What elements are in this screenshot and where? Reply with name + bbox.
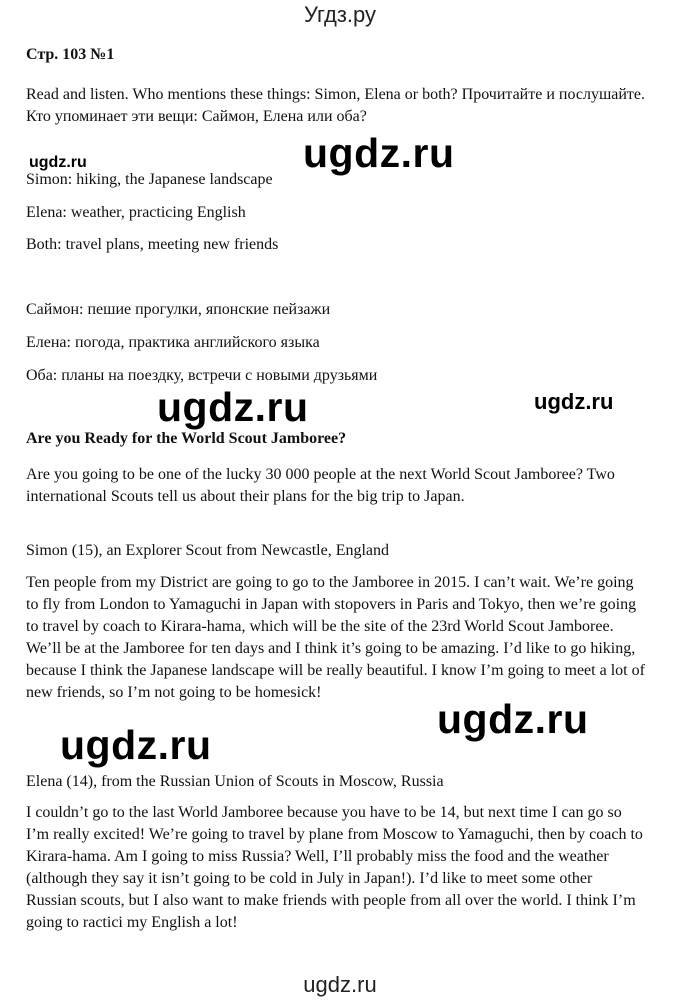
site-header: Угдз.ру	[303, 2, 377, 27]
watermark-small-2: ugdz.ru	[534, 389, 614, 414]
simon-label: Simon (15), an Explorer Scout from Newcastle, England	[26, 542, 390, 559]
article-intro: Are you going to be one of the lucky 30 000 people at the next World Scout Jamboree? Two international Scouts tell us about their plans for the big trip to Japan.	[26, 466, 615, 505]
answer-both-ru: Оба: планы на поездку, встречи с новыми друзьями	[26, 367, 378, 384]
elena-label: Elena (14), from the Russian Union of Scouts in Moscow, Russia	[26, 773, 444, 790]
watermark-big-3: ugdz.ru	[437, 696, 589, 742]
watermark-small-1: ugdz.ru	[29, 154, 87, 171]
task-heading: Стр. 103 №1	[26, 46, 115, 63]
footer-watermark: ugdz.ru	[303, 972, 377, 997]
answer-simon-ru: Саймон: пешие прогулки, японские пейзажи	[26, 301, 331, 318]
watermark-big-4: ugdz.ru	[60, 722, 212, 768]
answer-elena: Elena: weather, practicing English	[26, 204, 246, 221]
watermark-big-2: ugdz.ru	[157, 384, 309, 430]
answer-elena-ru: Елена: погода, практика английского языка	[26, 334, 320, 351]
article-title: Are you Ready for the World Scout Jamboree?	[26, 430, 347, 447]
answer-both: Both: travel plans, meeting new friends	[26, 236, 279, 253]
simon-text: Ten people from my District are going to go to the Jamboree in 2015. I can’t wait. We’re going to fly from London to Yamaguchi in Japan with stopovers in Paris and Tokyo, then we’re going to travel by coach to Kirara-hama, which will be the site of the 23rd World Scout Jamboree. We’ll be at the Jamboree for ten days and I think it’s going to be amazing. I’d like to go hiking, because I think the Japanese landscape will be really beautiful. I know I’m going to meet a lot of new friends, so I’m not going to be homesick!	[26, 574, 645, 701]
task-instruction: Read and listen. Who mentions these things: Simon, Elena or both? Прочитайте и послушайте. Кто упоминает эти вещи: Саймон, Елена или оба?	[26, 86, 646, 125]
answer-simon: Simon: hiking, the Japanese landscape	[26, 171, 273, 188]
elena-text: I couldn’t go to the last World Jamboree because you have to be 14, but next time I can go so I’m really excited! We’re going to travel by plane from Moscow to Yamaguchi, then by coach to Kirara-hama. Am I going to miss Russia? Well, I’ll probably miss the food and the weather (although they say it isn’t going to be cold in July in Japan!). I’d like to meet some other Russian scouts, but I also want to make friends with people from all over the world. I think I’m going to ractici my English a lot!	[26, 804, 643, 931]
watermark-big-1: ugdz.ru	[303, 130, 455, 176]
